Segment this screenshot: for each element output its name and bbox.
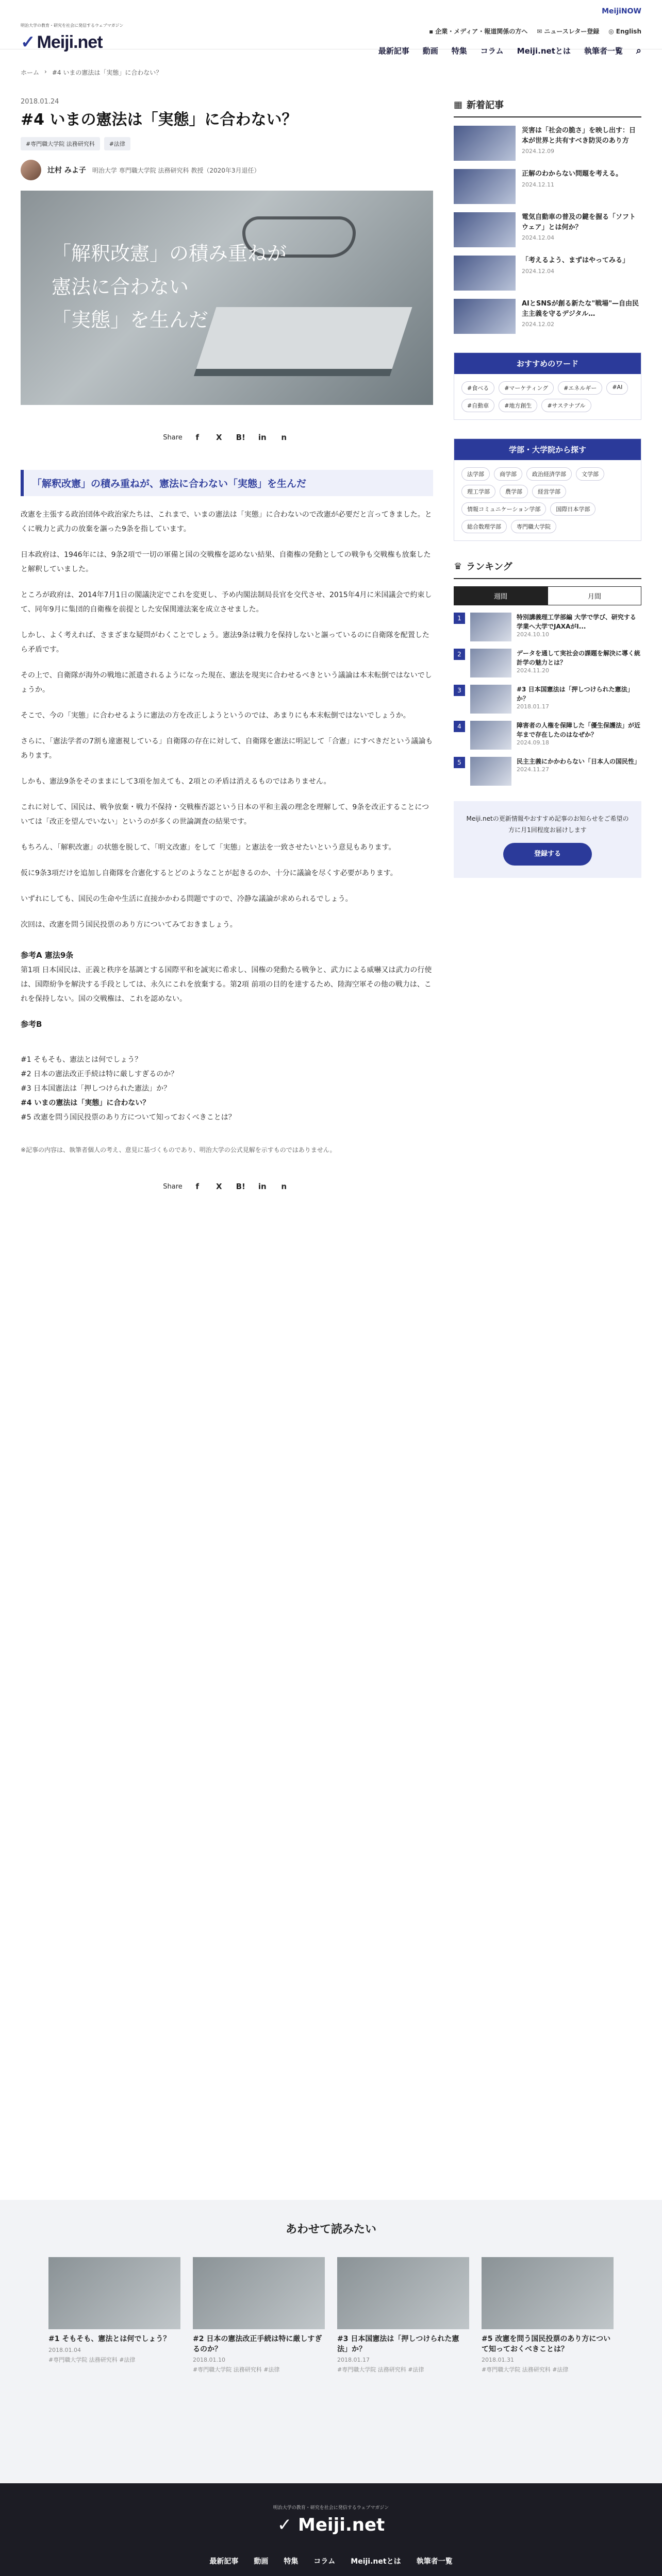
author-name: 辻村 みよ子 (47, 166, 86, 175)
media-link[interactable]: ▪ 企業・メディア・報道関係の方へ (429, 27, 528, 35)
faculty-chip[interactable]: 商学部 (494, 467, 522, 481)
faculty-chip[interactable]: 政治経済学部 (526, 467, 572, 481)
breadcrumb-sep: › (44, 68, 47, 75)
x-icon[interactable]: X (216, 433, 222, 442)
site-footer (0, 2483, 662, 2576)
ranking-heading (454, 560, 641, 579)
english-link-label: English (616, 27, 641, 35)
breadcrumb (21, 68, 162, 77)
news-thumb (454, 256, 516, 291)
rank-date: 2024.11.20 (517, 667, 549, 674)
avatar (21, 160, 41, 180)
news-thumb (454, 169, 516, 204)
word-chip[interactable]: #自動車 (461, 399, 494, 412)
section-heading: 「解釈改憲」の積み重ねが、憲法に合わない「実態」を生んだ (21, 470, 433, 496)
news-date: 2024.12.11 (522, 181, 554, 188)
references (21, 947, 433, 1032)
related-row (0, 2257, 662, 2374)
related-date: 2018.01.04 (48, 2346, 81, 2353)
facebook-icon[interactable]: f (195, 1182, 200, 1191)
related-date: 2018.01.17 (337, 2357, 370, 2364)
linkedin-icon[interactable]: in (258, 1182, 267, 1191)
rank-thumb (470, 721, 511, 750)
faculty-chip[interactable]: 理工学部 (461, 485, 495, 498)
x-icon[interactable]: X (216, 1182, 222, 1191)
recommended-words (454, 352, 641, 420)
nav-latest[interactable]: 最新記事 (378, 46, 409, 56)
site-tagline: 明治大学の教育・研究を社会に発信するウェブマガジン (21, 23, 124, 28)
paragraph: もちろん、「解釈改憲」の状態を脱して、「明文改憲」をして「実態」と憲法を一致させたいという意見もあります。 (21, 843, 396, 852)
newsletter-text: Meiji.netの更新情報やおすすめ記事のお知らせをご希望の方に月1回程度お届けします (466, 815, 629, 834)
news-title: 災害は「社会の脆さ」を映し出す：日本が世界と共有すべき防災のあり方 (522, 127, 636, 145)
word-chip[interactable]: #地方創生 (499, 399, 537, 412)
news-item[interactable] (454, 299, 641, 334)
news-thumb (454, 299, 516, 334)
ranking-item[interactable] (454, 649, 641, 677)
word-chip[interactable]: #サステナブル (541, 399, 591, 412)
nav-about[interactable]: Meiji.netとは (517, 46, 571, 56)
rank-date: 2024.10.10 (517, 631, 549, 638)
sidebar (454, 98, 641, 878)
word-chip[interactable]: #AI (606, 381, 628, 395)
article-date: 2018.01.24 (21, 98, 59, 106)
rank-title: #3 日本国憲法は「押しつけられた憲法」か？ (517, 686, 634, 702)
site-header (0, 0, 662, 56)
paragraph: さらに、「憲法学者の7割も違憲視している」自衛隊の存在に対して、自衛隊を憲法に明記して「合憲」にすべきだという議論もあります。 (21, 737, 433, 760)
rank-title: 障害者の人権を保障した「優生保護法」が近年まで存在したのはなぜか？ (517, 722, 641, 738)
word-chip[interactable]: #食べる (461, 381, 494, 395)
share-bar-bottom (21, 1180, 433, 1193)
hero-image (21, 191, 433, 405)
related-card[interactable] (48, 2257, 180, 2374)
related-card[interactable] (193, 2257, 325, 2374)
news-title: 電気自動車の普及の鍵を握る「ソフトウェア」とは何か？ (522, 213, 636, 231)
related-date: 2018.01.31 (482, 2357, 514, 2364)
footer-nav-item[interactable]: 特集 (284, 2557, 299, 2566)
rank-title: 民主主義にかかわらない「日本人の国民性」 (517, 758, 641, 765)
related-title: #3 日本国憲法は「押しつけられた憲法」か？ (337, 2335, 459, 2353)
main-nav (378, 45, 641, 56)
footer-nav-item[interactable]: 動画 (254, 2557, 269, 2566)
faculty-chip[interactable]: 国際日本学部 (550, 502, 595, 516)
news-icon: ▦ (454, 99, 463, 110)
rank-number: 5 (454, 757, 465, 768)
ref-a-title: 参考A 憲法9条 (21, 951, 74, 960)
rank-thumb (470, 649, 511, 677)
newsletter-link-label: ニュースレター登録 (544, 28, 600, 35)
crown-icon: ♛ (454, 561, 462, 572)
words-heading: おすすめのワード (454, 353, 641, 374)
hatena-icon[interactable]: B! (236, 433, 245, 442)
nav-column[interactable]: コラム (480, 46, 504, 56)
news-title: AIとSNSが創る新たな"戦場"—自由民主主義を守るデジタル… (522, 300, 639, 318)
search-icon[interactable]: ⌕ (636, 45, 641, 56)
paragraph: そこで、今の「実態」に合わせるように憲法の方を改正しようというのでは、あまりにも本末転倒ではないでしょうか。 (21, 711, 410, 720)
faculty-heading: 学部・大学院から探す (454, 439, 641, 460)
logo-mark-icon: ✓ (21, 32, 35, 52)
ref-a-text: 第1項 日本国民は、正義と秩序を基調とする国際平和を誠実に希求し、国権の発動たる戦争と、武力による威嚇又は武力の行使は、国際紛争を解決する手段としては、永久にこれを放棄する。第2項 前項の目的を達するため、陸海空軍その他の戦力は、これを保持しない。国の交戦権は、これを認めない。 (21, 966, 432, 1003)
rank-thumb (470, 613, 511, 641)
faculty-chip[interactable]: 文学部 (576, 467, 604, 481)
footer-logo-text: Meiji.net (298, 2515, 385, 2535)
paragraph: いずれにしても、国民の生命や生活に直接かかわる問題ですので、冷静な議論が求められるでしょう。 (21, 895, 353, 903)
footer-nav-item[interactable]: コラム (313, 2557, 336, 2566)
article-body (21, 507, 433, 932)
faculty-chips (454, 460, 641, 540)
related-thumb (337, 2257, 469, 2329)
note-icon[interactable]: n (281, 1182, 287, 1191)
top-links (429, 27, 641, 36)
share-label: Share (163, 1182, 183, 1191)
ranking-item[interactable] (454, 613, 641, 641)
toc-item[interactable]: #1 そもそも、憲法とは何でしょう？ (21, 1056, 142, 1064)
english-link[interactable]: ◎ English (608, 27, 641, 35)
logo-text: Meiji.net (37, 32, 103, 52)
paragraph: 次回は、改憲を問う国民投票のあり方についてみておきましょう。 (21, 921, 237, 929)
note-icon[interactable]: n (281, 433, 287, 442)
word-chip[interactable]: #マーケティング (499, 381, 554, 395)
hero-line: 「解釈改憲」の積み重ねが (52, 242, 287, 265)
news-item[interactable] (454, 126, 641, 161)
ranking-item[interactable] (454, 757, 641, 786)
footer-logo[interactable] (0, 2515, 662, 2535)
author-block[interactable] (21, 160, 433, 180)
hero-line: 「実態」を生んだ (52, 309, 209, 332)
facebook-icon[interactable]: f (195, 433, 200, 442)
nav-video[interactable]: 動画 (422, 46, 438, 56)
logo-mark-icon: ✓ (277, 2515, 299, 2535)
tab-monthly[interactable]: 月間 (548, 586, 641, 605)
related-heading: あわせて読みたい (285, 2223, 376, 2236)
rank-title: 特別講義理工学部編 大学で学び、研究する学業へ大学でJAXAがI... (517, 614, 636, 630)
news-thumb (454, 126, 516, 161)
tag-law[interactable]: #法律 (104, 137, 130, 150)
tab-weekly[interactable]: 週間 (454, 586, 548, 605)
page-title: #4 いまの憲法は「実態」に合わない？ (21, 111, 297, 129)
newsletter-link[interactable]: ✉ ニュースレター登録 (537, 27, 600, 35)
faculty-chip[interactable]: 経営学部 (532, 485, 566, 498)
faculty-finder (454, 438, 641, 541)
paragraph: ところが政府は、2014年7月1日の閣議決定でこれを変更し、予め内閣法制局長官を交代させ、2015年4月に米国議会で約束して、同年9月に集団的自衛権を前提とした安保関連法案を成立させました。 (21, 591, 432, 614)
rank-number: 2 (454, 649, 465, 660)
news-date: 2024.12.09 (522, 148, 554, 155)
ranking-item[interactable] (454, 721, 641, 750)
news-heading (454, 98, 641, 117)
hatena-icon[interactable]: B! (236, 1182, 245, 1191)
related-tags: #専門職大学院 法務研究科 #法律 (193, 2366, 280, 2374)
series-toc (21, 1053, 433, 1125)
toc-item[interactable]: #2 日本の憲法改正手続は特に厳しすぎるのか？ (21, 1070, 178, 1078)
rank-number: 3 (454, 685, 465, 696)
word-chip[interactable]: #エネルギー (558, 381, 602, 395)
hero-text (52, 237, 287, 337)
news-title: 「考えるよう、まずはやってみる」 (522, 257, 630, 264)
related-thumb (48, 2257, 180, 2329)
site-logo[interactable] (21, 32, 103, 53)
news-heading-label: 新着記事 (467, 100, 504, 111)
share-bar (21, 431, 433, 444)
tag-law-school[interactable]: #専門職大学院 法務研究科 (21, 137, 100, 150)
faculty-chip[interactable]: 情報コミュニケーション学部 (461, 502, 546, 516)
faculty-chip[interactable]: 総合数理学部 (461, 520, 507, 533)
footer-nav-item[interactable]: 執筆者一覧 (416, 2557, 453, 2566)
related-title: #1 そもそも、憲法とは何でしょう？ (48, 2335, 171, 2343)
ranking-tabs (454, 586, 641, 605)
author-affiliation: 明治大学 専門職大学院 法務研究科 教授（2020年3月退任） (92, 166, 260, 174)
faculty-chip[interactable]: 法学部 (461, 467, 490, 481)
word-chips (454, 374, 641, 419)
rank-thumb (470, 685, 511, 714)
footer-nav-item[interactable]: 最新記事 (209, 2557, 239, 2566)
news-date: 2024.12.04 (522, 234, 554, 241)
rank-date: 2024.11.27 (517, 766, 549, 773)
news-thumb (454, 212, 516, 247)
faculty-chip[interactable]: 農学部 (500, 485, 528, 498)
rank-thumb (470, 757, 511, 786)
toc-item-current: #4 いまの憲法は「実態」に合わない？ (21, 1099, 150, 1107)
related-card[interactable] (337, 2257, 469, 2374)
news-item[interactable] (454, 212, 641, 247)
paragraph: これに対して、国民は、戦争放棄・戦力不保持・交戦権否認という日本の平和主義の理念を理解して、9条を改正することについては「改正を望んでいない」というのが多くの世論調査の結果です。 (21, 803, 429, 826)
breadcrumb-current: #4 いまの憲法は「実態」に合わない？ (52, 69, 162, 76)
share-label: Share (163, 433, 183, 442)
newsletter-box (454, 801, 641, 878)
rank-date: 2024.09.18 (517, 739, 549, 746)
related-title: #2 日本の憲法改正手続は特に厳しすぎるのか？ (193, 2335, 322, 2353)
ranking-item[interactable] (454, 685, 641, 714)
media-link-label: 企業・メディア・報道関係の方へ (435, 28, 528, 35)
news-item[interactable] (454, 169, 641, 204)
news-date: 2024.12.04 (522, 267, 554, 275)
related-thumb (193, 2257, 325, 2329)
nav-authors[interactable]: 執筆者一覧 (584, 46, 623, 56)
breadcrumb-home[interactable]: ホーム (21, 69, 40, 76)
article-tags (21, 137, 433, 150)
rank-date: 2018.01.17 (517, 703, 549, 710)
article (21, 98, 433, 1193)
meiji-now-link[interactable]: MeijiNOW (602, 7, 641, 15)
related-thumb (482, 2257, 614, 2329)
paragraph: 仮に9条3項だけを追加し自衛隊を合憲化するとどのようなことが起きるのか、十分に議論を尽くす必要があります。 (21, 869, 398, 877)
news-date: 2024.12.02 (522, 321, 554, 328)
hero-line: 憲法に合わない (52, 275, 189, 298)
paragraph: その上で、自衛隊が海外の戦地に派遣されるようになった現在、憲法を現実に合わせるべきという議論は本末転倒ではないでしょうか。 (21, 671, 432, 694)
rank-number: 4 (454, 721, 465, 732)
related-date: 2018.01.10 (193, 2357, 225, 2364)
ref-b-title: 参考B (21, 1020, 42, 1029)
toc-item[interactable]: #5 改憲を問う国民投票のあり方について知っておくべきことは？ (21, 1113, 236, 1122)
footer-tagline: 明治大学の教育・研究を社会に発信するウェブマガジン (273, 2505, 389, 2511)
paragraph: 日本政府は、1946年には、9条2項で一切の軍備と国の交戦権を認めない結果、自衛権の発動としての戦争も交戦権も放棄したと解釈していました。 (21, 551, 431, 573)
paragraph: しかし、よく考えれば、さまざまな疑問がわくことでしょう。憲法9条は戦力を保持しないと謳っているのに自衛隊を配置したら矛盾です。 (21, 631, 429, 654)
news-item[interactable] (454, 256, 641, 291)
disclaimer: ※記事の内容は、執筆者個人の考え、意見に基づくものであり、明治大学の公式見解を示すものではありません。 (21, 1146, 336, 1154)
paragraph: 改憲を主張する政治団体や政治家たちは、これまで、いまの憲法は「実態」に合わないので改憲が必要だと言ってきました。とくに戦力と武力の放棄を謳った9条を指しています。 (21, 511, 432, 533)
related-title: #5 改憲を問う国民投票のあり方について知っておくべきことは？ (482, 2335, 611, 2353)
register-button[interactable]: 登録する (503, 843, 592, 865)
footer-nav (0, 2556, 662, 2566)
paragraph: しかも、憲法9条をそのままにして3項を加えても、2項との矛盾は消えるものではありません。 (21, 777, 331, 786)
related-tags: #専門職大学院 法務研究科 #法律 (482, 2366, 569, 2374)
news-title: 正解のわからない問題を考える。 (522, 170, 623, 178)
related-card[interactable] (482, 2257, 614, 2374)
related-tags: #専門職大学院 法務研究科 #法律 (48, 2356, 136, 2363)
ranking-heading-label: ランキング (466, 562, 512, 572)
related-articles (0, 2200, 662, 2483)
toc-item[interactable]: #3 日本国憲法は「押しつけられた憲法」か？ (21, 1084, 171, 1093)
nav-feature[interactable]: 特集 (451, 46, 467, 56)
footer-nav-item[interactable]: Meiji.netとは (351, 2557, 401, 2566)
linkedin-icon[interactable]: in (258, 433, 267, 442)
rank-title: データを通して実社会の課題を解決に導く統計学の魅力とは？ (517, 650, 641, 666)
rank-number: 1 (454, 613, 465, 624)
faculty-chip[interactable]: 専門職大学院 (511, 520, 556, 533)
related-tags: #専門職大学院 法務研究科 #法律 (337, 2366, 424, 2374)
